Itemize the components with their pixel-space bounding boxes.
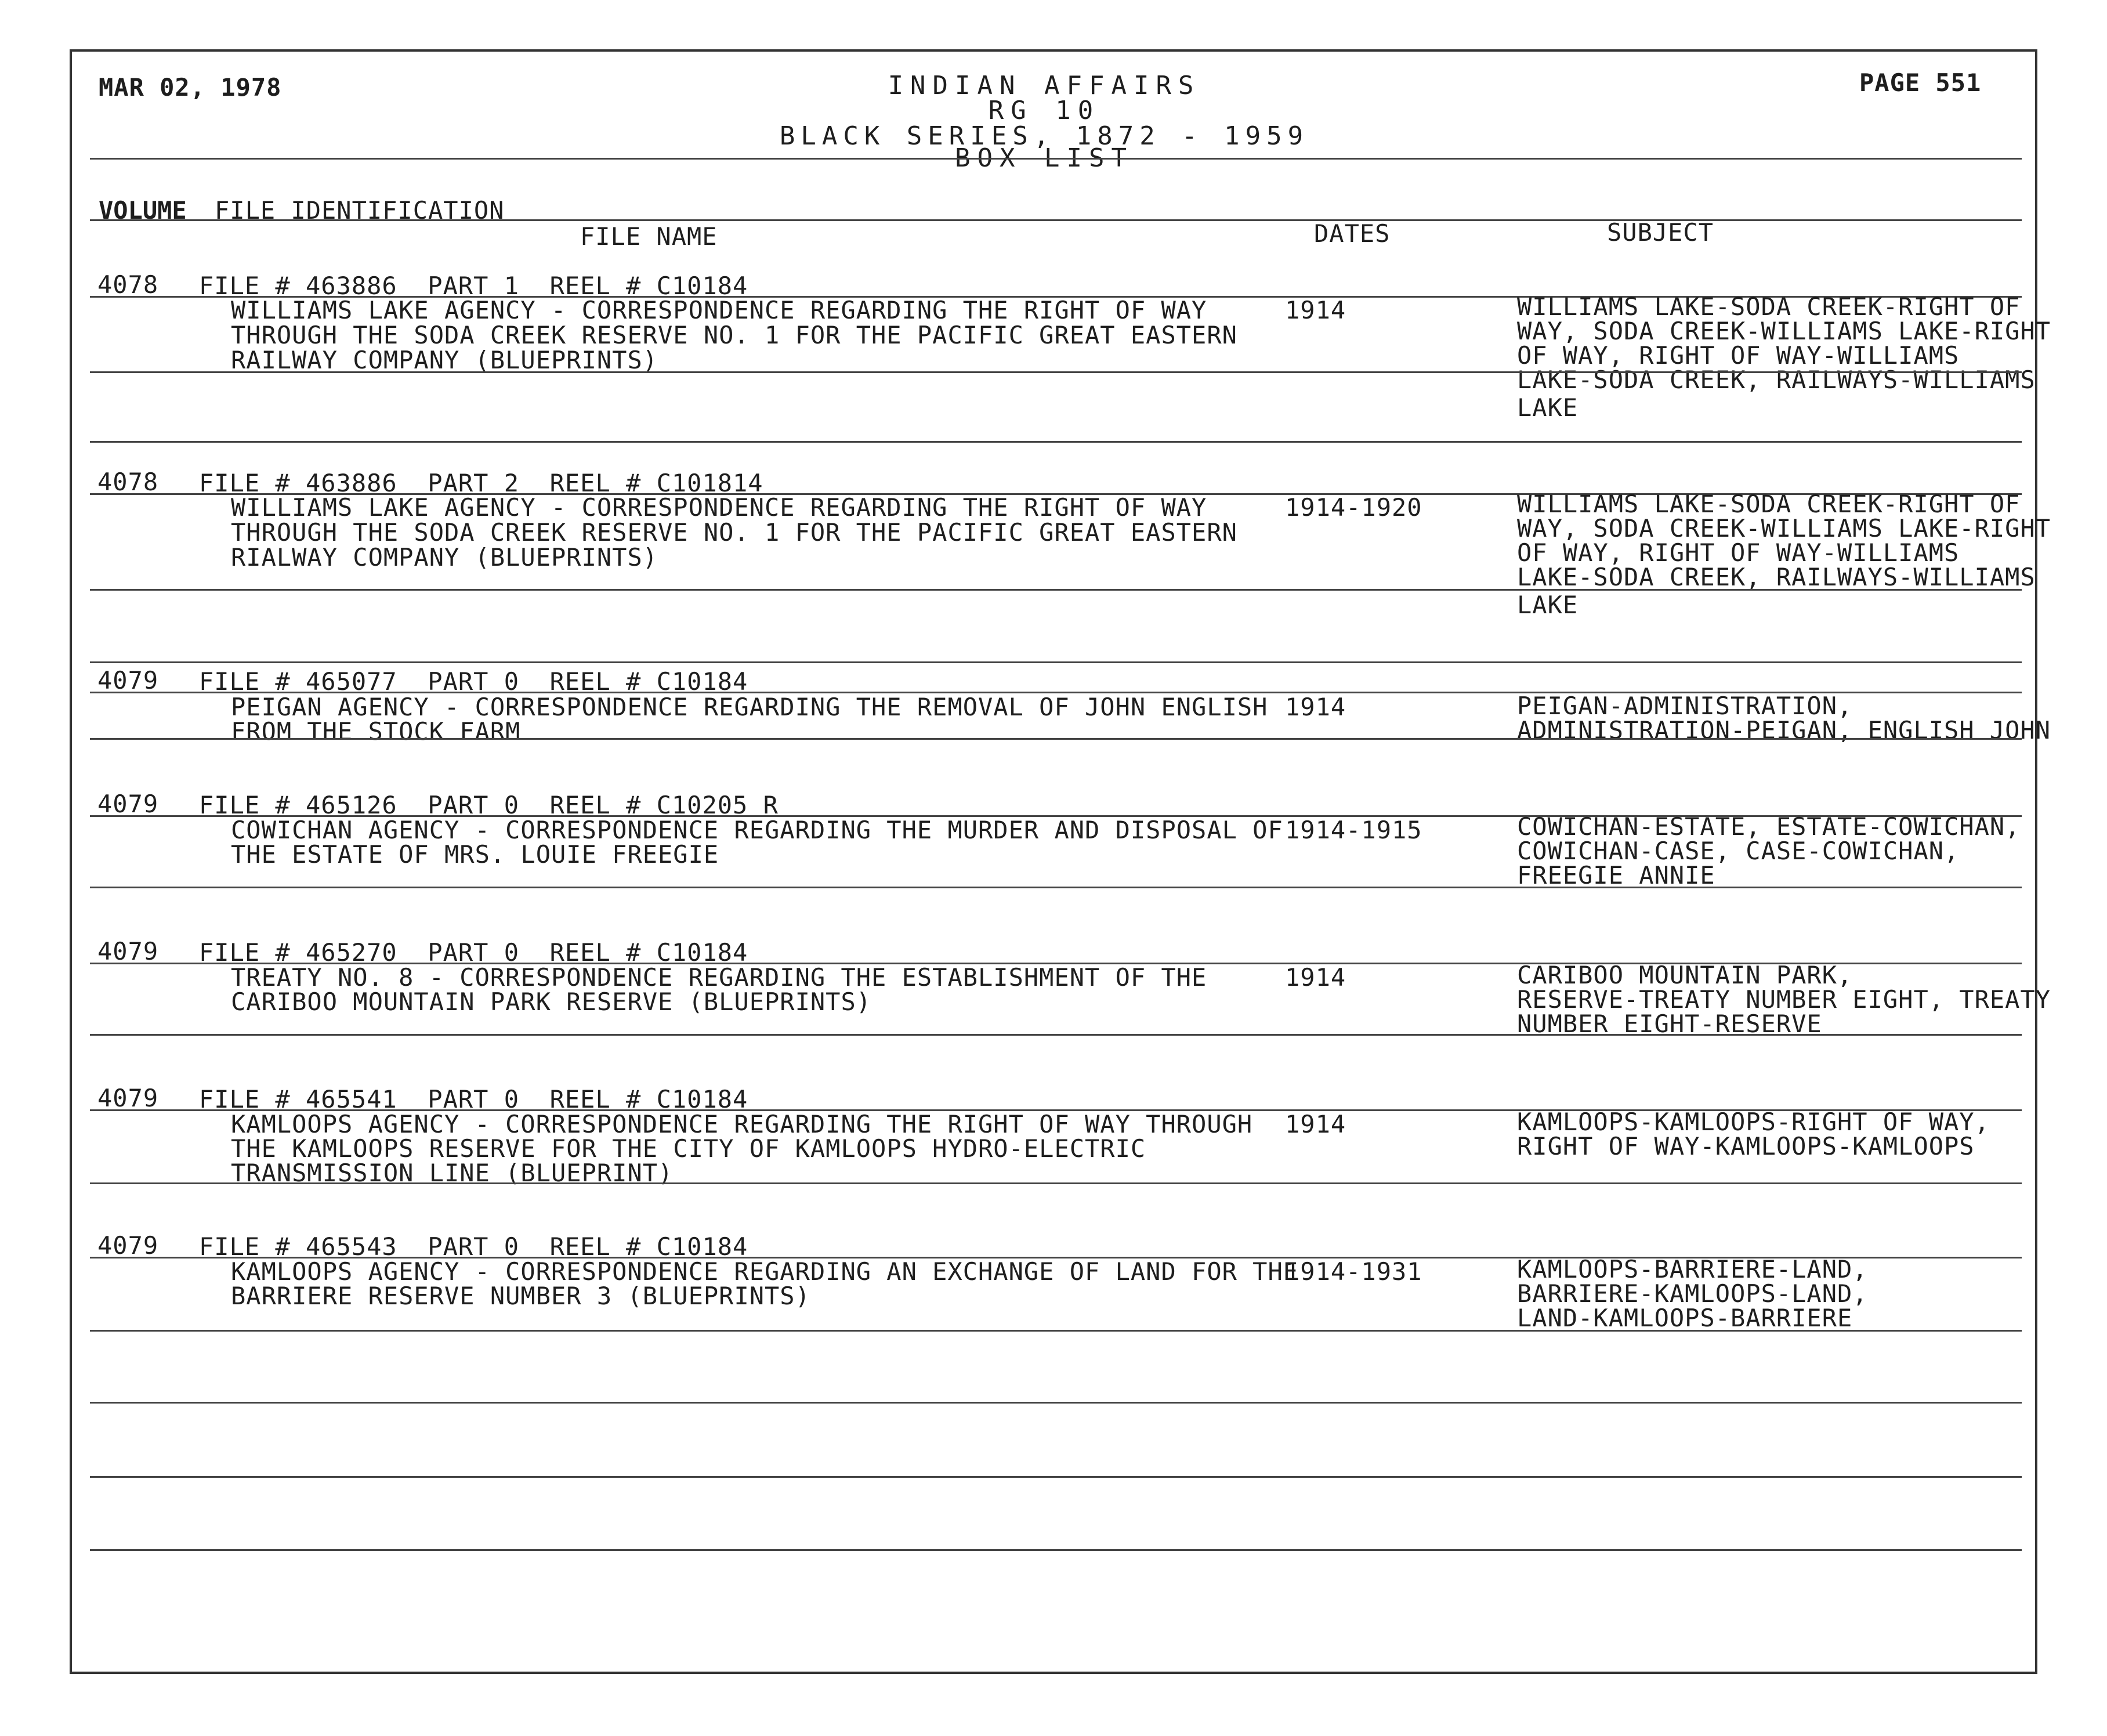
entry-subject-line: PEIGAN-ADMINISTRATION, <box>1517 692 1853 720</box>
entry-subject-line: COWICHAN-CASE, CASE-COWICHAN, <box>1517 837 1960 865</box>
column-dates: DATES <box>1314 219 1391 248</box>
entry-dates: 1914 <box>1285 963 1346 992</box>
entry-subject-line: ADMINISTRATION-PEIGAN, ENGLISH JOHN <box>1517 716 2051 744</box>
empty-rule <box>90 1476 2022 1478</box>
entry-file-id: FILE # 463886 PART 2 REEL # C101814 <box>199 469 763 497</box>
entry-subject-line: BARRIERE-KAMLOOPS-LAND, <box>1517 1279 1868 1308</box>
entry-rule <box>90 1182 2022 1184</box>
entry-file-name-line: KAMLOOPS AGENCY - CORRESPONDENCE REGARDING AN EXCHANGE OF LAND FOR THE <box>231 1257 1299 1286</box>
entry-file-name-line: CARIBOO MOUNTAIN PARK RESERVE (BLUEPRINTS) <box>231 988 872 1016</box>
column-file-identification: FILE IDENTIFICATION <box>215 196 505 225</box>
entry-file-name-line: BARRIERE RESERVE NUMBER 3 (BLUEPRINTS) <box>231 1282 810 1310</box>
entry-file-name-line: KAMLOOPS AGENCY - CORRESPONDENCE REGARDING THE RIGHT OF WAY THROUGH <box>231 1110 1253 1138</box>
entry-subject-line: WILLIAMS LAKE-SODA CREEK-RIGHT OF <box>1517 490 2021 518</box>
report-date: MAR 02, 1978 <box>99 73 282 102</box>
entry-subject-line: LAKE-SODA CREEK, RAILWAYS-WILLIAMS <box>1517 563 2036 591</box>
entry-file-name-line: WILLIAMS LAKE AGENCY - CORRESPONDENCE REGARDING THE RIGHT OF WAY <box>231 296 1207 324</box>
entry-rule <box>90 441 2022 443</box>
entry-subject-line: RIGHT OF WAY-KAMLOOPS-KAMLOOPS <box>1517 1132 1975 1160</box>
entry-volume: 4078 <box>97 270 159 299</box>
entry-subject-line: OF WAY, RIGHT OF WAY-WILLIAMS <box>1517 538 1960 567</box>
entry-subject-line: KAMLOOPS-BARRIERE-LAND, <box>1517 1255 1868 1283</box>
report-title: INDIAN AFFAIRS <box>888 71 1201 100</box>
list-type: BOX LIST <box>955 143 1134 173</box>
entry-file-name-line: RIALWAY COMPANY (BLUEPRINTS) <box>231 543 658 572</box>
column-rule <box>90 219 2022 221</box>
entry-rule <box>90 589 2022 591</box>
entry-rule <box>90 371 2022 373</box>
empty-rule <box>90 1549 2022 1551</box>
entry-subject-line: NUMBER EIGHT-RESERVE <box>1517 1010 1822 1038</box>
entry-file-id: FILE # 465126 PART 0 REEL # C10205 R <box>199 791 779 819</box>
entry-file-name-line: WILLIAMS LAKE AGENCY - CORRESPONDENCE REGARDING THE RIGHT OF WAY <box>231 493 1207 522</box>
header-rule <box>90 158 2022 160</box>
entry-dates: 1914 <box>1285 693 1346 721</box>
entry-rule <box>90 738 2022 740</box>
entry-subject-line: WAY, SODA CREEK-WILLIAMS LAKE-RIGHT <box>1517 317 2051 345</box>
entry-file-id: FILE # 465543 PART 0 REEL # C10184 <box>199 1232 748 1261</box>
entry-subject-line: LAKE <box>1517 591 1579 619</box>
entry-subject-line: WILLIAMS LAKE-SODA CREEK-RIGHT OF <box>1517 292 2021 321</box>
entry-rule <box>90 887 2022 888</box>
entry-file-id: FILE # 465077 PART 0 REEL # C10184 <box>199 667 748 696</box>
empty-rule <box>90 1402 2022 1404</box>
entry-subject-line: LAKE-SODA CREEK, RAILWAYS-WILLIAMS <box>1517 366 2036 394</box>
entry-subject-line: LAKE <box>1517 393 1579 422</box>
entry-file-id: FILE # 465270 PART 0 REEL # C10184 <box>199 938 748 967</box>
entry-file-name-line: THE KAMLOOPS RESERVE FOR THE CITY OF KAMLOOPS HYDRO-ELECTRIC <box>231 1134 1146 1163</box>
entry-file-name-line: THROUGH THE SODA CREEK RESERVE NO. 1 FOR THE PACIFIC GREAT EASTERN <box>231 321 1237 349</box>
entry-file-name-line: COWICHAN AGENCY - CORRESPONDENCE REGARDING THE MURDER AND DISPOSAL OF <box>231 816 1283 844</box>
entry-subject-line: KAMLOOPS-KAMLOOPS-RIGHT OF WAY, <box>1517 1108 1990 1136</box>
entry-dates: 1914-1915 <box>1285 816 1422 844</box>
entry-subject-line: CARIBOO MOUNTAIN PARK, <box>1517 961 1853 989</box>
entry-file-name-line: TRANSMISSION LINE (BLUEPRINT) <box>231 1159 674 1187</box>
entry-file-name-line: THE ESTATE OF MRS. LOUIE FREEGIE <box>231 840 719 869</box>
series-title: BLACK SERIES, 1872 - 1959 <box>779 121 1309 151</box>
entry-volume: 4079 <box>97 1231 159 1260</box>
entry-subject-line: FREEGIE ANNIE <box>1517 861 1715 889</box>
entry-volume: 4079 <box>97 790 159 818</box>
page-number: PAGE 551 <box>1859 68 1982 97</box>
entry-file-name-line: RAILWAY COMPANY (BLUEPRINTS) <box>231 346 658 374</box>
entry-file-name-line: PEIGAN AGENCY - CORRESPONDENCE REGARDING THE REMOVAL OF JOHN ENGLISH <box>231 693 1268 721</box>
entry-volume: 4079 <box>97 937 159 965</box>
entry-rule <box>90 1330 2022 1332</box>
entry-subject-line: WAY, SODA CREEK-WILLIAMS LAKE-RIGHT <box>1517 514 2051 542</box>
record-group: RG 10 <box>988 96 1100 125</box>
entry-dates: 1914 <box>1285 296 1346 324</box>
entry-volume: 4078 <box>97 468 159 496</box>
entry-subject-line: RESERVE-TREATY NUMBER EIGHT, TREATY <box>1517 985 2051 1014</box>
entry-dates: 1914-1920 <box>1285 493 1422 522</box>
entry-rule <box>90 661 2022 663</box>
entry-file-name-line: TREATY NO. 8 - CORRESPONDENCE REGARDING THE ESTABLISHMENT OF THE <box>231 963 1207 992</box>
column-subject: SUBJECT <box>1607 218 1714 247</box>
entry-subject-line: COWICHAN-ESTATE, ESTATE-COWICHAN, <box>1517 812 2021 841</box>
entry-volume: 4079 <box>97 666 159 695</box>
column-file-name: FILE NAME <box>580 222 718 251</box>
entry-dates: 1914 <box>1285 1110 1346 1138</box>
entry-subject-line: LAND-KAMLOOPS-BARRIERE <box>1517 1304 1853 1332</box>
column-volume: VOLUME <box>99 196 187 225</box>
entry-file-id: FILE # 465541 PART 0 REEL # C10184 <box>199 1085 748 1113</box>
entry-rule <box>90 1034 2022 1036</box>
entry-subject-line: OF WAY, RIGHT OF WAY-WILLIAMS <box>1517 341 1960 370</box>
entry-file-name-line: FROM THE STOCK FARM <box>231 717 521 746</box>
entry-volume: 4079 <box>97 1084 159 1112</box>
entry-file-name-line: THROUGH THE SODA CREEK RESERVE NO. 1 FOR THE PACIFIC GREAT EASTERN <box>231 518 1237 547</box>
entry-file-id: FILE # 463886 PART 1 REEL # C10184 <box>199 272 748 300</box>
entry-dates: 1914-1931 <box>1285 1257 1422 1286</box>
